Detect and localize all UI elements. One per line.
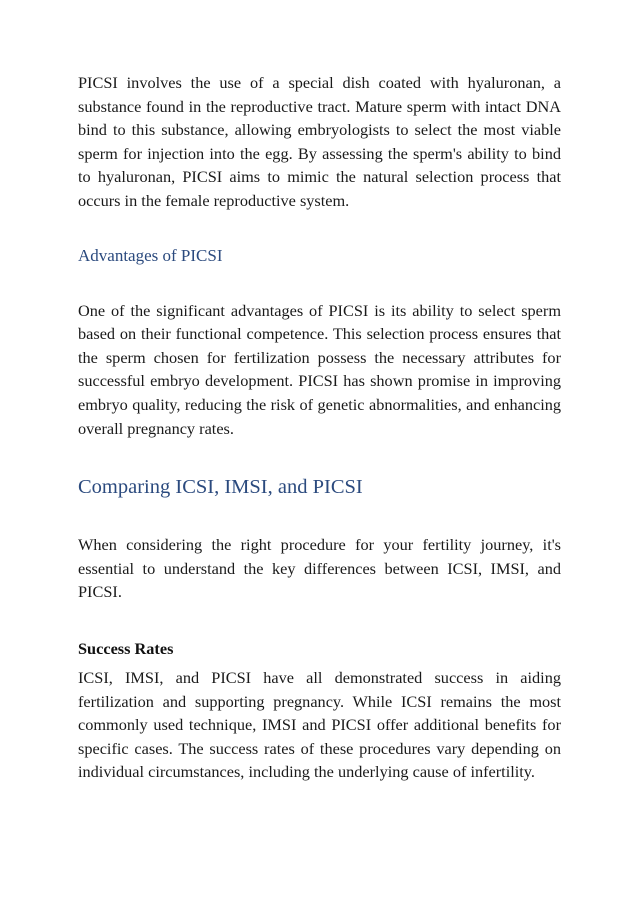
comparing-heading: Comparing ICSI, IMSI, and PICSI (78, 476, 363, 499)
success-rates-paragraph: ICSI, IMSI, and PICSI have all demonstrated success in aiding fertilization and supporting pregnancy. While ICSI remains the most commonly used technique, IMSI and PICSI offer additional benefits for specific cases. The success rates of these procedures vary depending on individual circumstances, including the underlying cause of infertility. (78, 667, 561, 782)
success-rates-heading: Success Rates (78, 638, 174, 658)
advantages-paragraph: One of the significant advantages of PICSI is its ability to select sperm based on their functional competence. This selection process ensures that the sperm chosen for fertilization possess the necessary attributes for successful embryo development. PICSI has shown promise in improving embryo quality, reducing the risk of genetic abnormalities, and enhancing overall pregnancy rates. (78, 300, 561, 438)
intro-paragraph: PICSI involves the use of a special dish coated with hyaluronan, a substance found in the reproductive tract. Mature sperm with intact DNA bind to this substance, allowing embryologists to select the most viable sperm for injection into the egg. By assessing the sperm's ability to bind to hyaluronan, PICSI aims to mimic the natural selection process that occurs in the female reproductive system. (78, 73, 561, 210)
comparing-paragraph: When considering the right procedure for your fertility journey, it's essential to understand the key differences between ICSI, IMSI, and PICSI. (78, 535, 561, 602)
advantages-heading: Advantages of PICSI (78, 245, 223, 265)
document-body (78, 71, 561, 784)
